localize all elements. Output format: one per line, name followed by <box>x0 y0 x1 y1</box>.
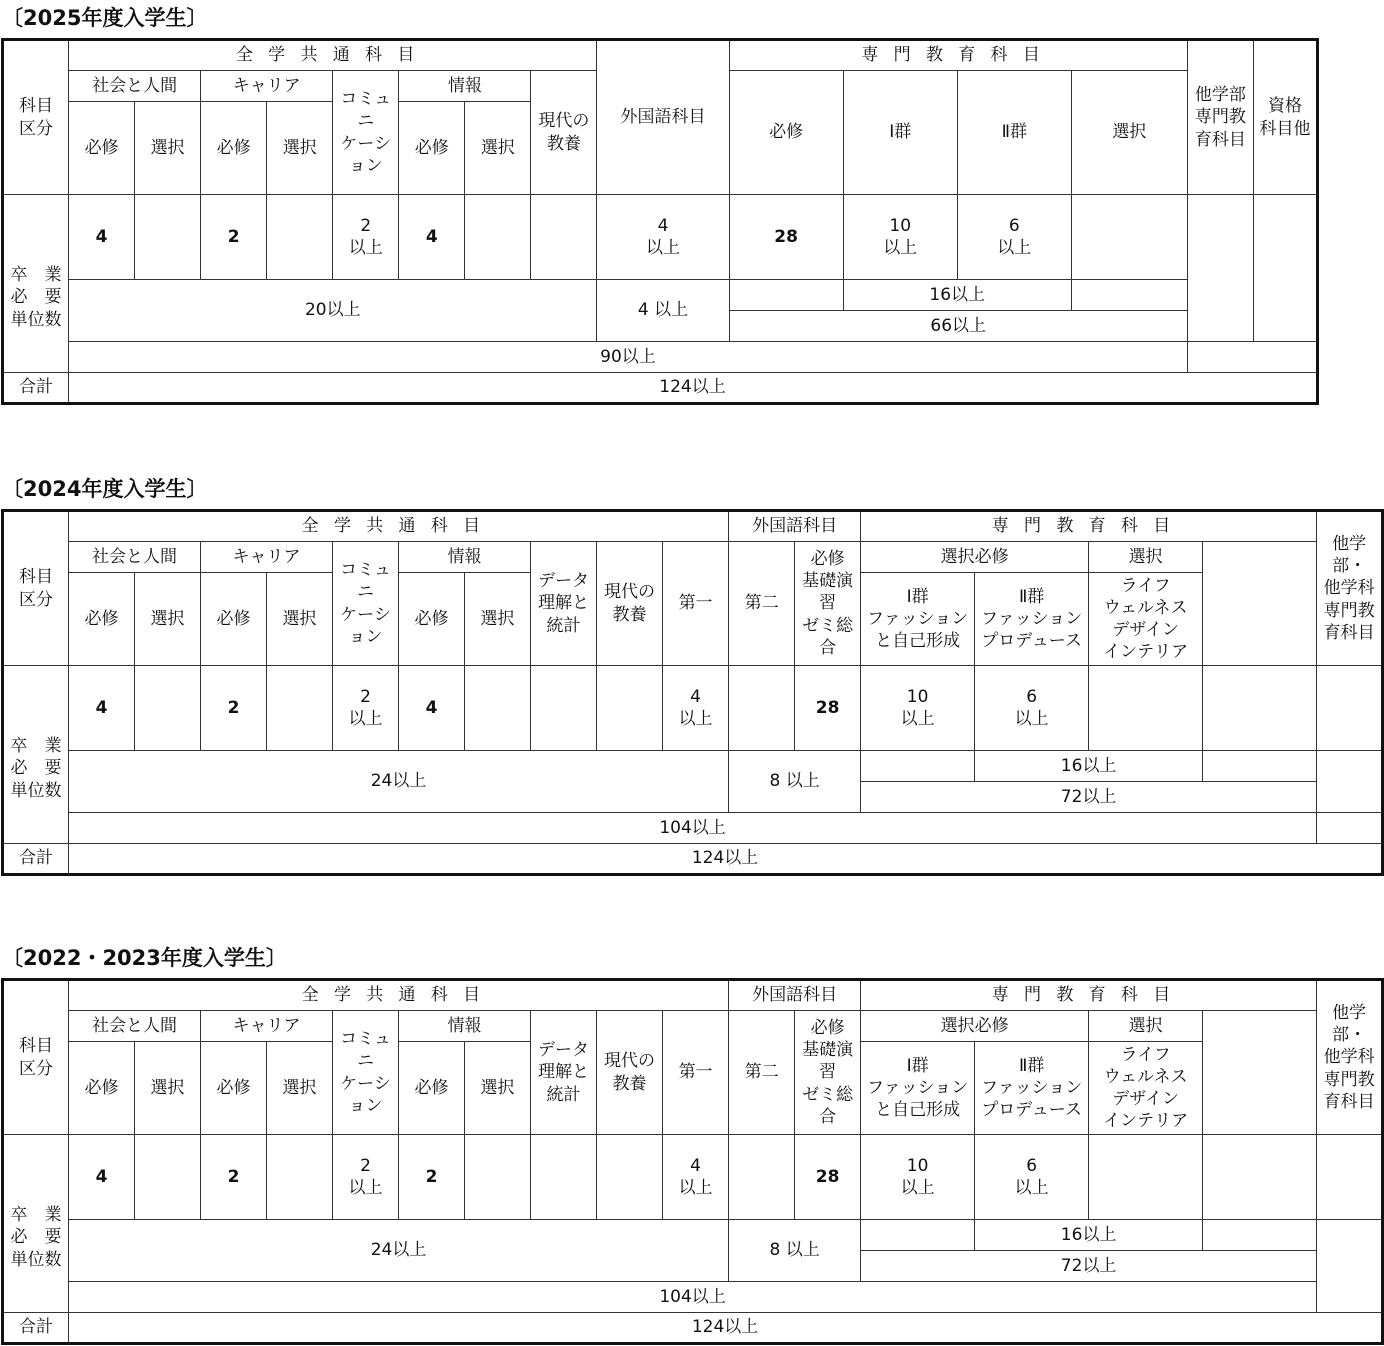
header-sentaku-hisshu: 選択必修 <box>861 1011 1089 1042</box>
header-group1: Ⅰ群 ファッション と自己形成 <box>861 573 975 666</box>
header-joho-sentaku: 選択 <box>465 102 531 195</box>
value-empty <box>729 1135 795 1220</box>
header-career-sentaku: 選択 <box>267 1042 333 1135</box>
total-value: 124以上 <box>69 373 1318 404</box>
header-shakai-hisshu: 必修 <box>69 102 135 195</box>
subtotal-common: 20以上 <box>69 280 597 342</box>
subtotal-groups: 16以上 <box>975 1220 1203 1251</box>
value-empty <box>135 666 201 751</box>
value-empty <box>729 666 795 751</box>
section-title-2024: 〔2024年度入学生〕 <box>2 477 208 501</box>
header-shakai-sentaku: 選択 <box>135 1042 201 1135</box>
value-empty <box>1089 666 1203 751</box>
header-joho: 情報 <box>399 71 531 102</box>
subtotal-all: 90以上 <box>69 342 1188 373</box>
value-daiichi: 4 以上 <box>663 1135 729 1220</box>
subtotal-gap-left <box>729 280 843 311</box>
subtotal-groups: 16以上 <box>975 751 1203 782</box>
header-career-hisshu: 必修 <box>201 573 267 666</box>
value-empty <box>267 666 333 751</box>
header-group1: Ⅰ群 ファッション と自己形成 <box>861 1042 975 1135</box>
value-group1: 10 以上 <box>861 1135 975 1220</box>
value-foreign: 4 以上 <box>597 195 729 280</box>
value-daiichi: 4 以上 <box>663 666 729 751</box>
total-label: 合計 <box>3 844 69 875</box>
value-communication: 2 以上 <box>333 666 399 751</box>
value-empty <box>465 195 531 280</box>
value-empty <box>1089 1135 1203 1220</box>
header-career: キャリア <box>201 71 333 102</box>
header-foreign-language: 外国語科目 <box>729 511 861 542</box>
subtotal-senmon: 72以上 <box>861 1251 1317 1282</box>
section-title-2025: 〔2025年度入学生〕 <box>2 6 208 30</box>
value-group2: 6 以上 <box>957 195 1071 280</box>
header-group1: Ⅰ群 <box>843 71 957 195</box>
total-label: 合計 <box>3 1313 69 1344</box>
header-group2: Ⅱ群 ファッション プロデュース <box>975 573 1089 666</box>
header-communication: コミュニ ケーション <box>333 542 399 666</box>
header-career: キャリア <box>201 542 333 573</box>
value-career-hisshu: 2 <box>201 666 267 751</box>
value-other-faculty <box>1203 1135 1317 1220</box>
header-sentaku-hisshu: 選択必修 <box>861 542 1089 573</box>
header-data: データ 理解と 統計 <box>531 1011 597 1135</box>
header-common-subjects: 全学共通科目 <box>69 40 597 71</box>
header-group2: Ⅱ群 <box>957 71 1071 195</box>
header-joho-sentaku: 選択 <box>465 1042 531 1135</box>
header-common-subjects: 全学共通科目 <box>69 980 729 1011</box>
header-communication: コミュニ ケーション <box>333 71 399 195</box>
header-daini: 第二 <box>729 542 795 666</box>
header-senmon-sentaku: 選択 <box>1089 542 1203 573</box>
header-joho: 情報 <box>399 1011 531 1042</box>
header-shakai: 社会と人間 <box>69 542 201 573</box>
total-value: 124以上 <box>69 844 1383 875</box>
header-joho: 情報 <box>399 542 531 573</box>
subtotal-gap-right <box>1203 1220 1317 1251</box>
value-empty <box>531 195 597 280</box>
header-senmon-hisshu: 必修 <box>729 71 843 195</box>
header-gendai: 現代の 教養 <box>531 71 597 195</box>
value-other-faculty-sub <box>1317 1220 1383 1313</box>
value-senmon-hisshu: 28 <box>729 195 843 280</box>
value-other-faculty-sub <box>1317 751 1383 813</box>
header-shakai: 社会と人間 <box>69 71 201 102</box>
value-hisshu-zemi: 28 <box>795 1135 861 1220</box>
row-label-sotsugyo: 卒 業 必 要 単位数 <box>3 666 69 844</box>
value-empty <box>531 1135 597 1220</box>
section-title-2022-2023: 〔2022・2023年度入学生〕 <box>2 946 287 970</box>
subtotal-senmon: 66以上 <box>729 311 1187 342</box>
header-lifewellness: ライフ ウェルネス デザイン インテリア <box>1089 1042 1203 1135</box>
header-shakai-sentaku: 選択 <box>135 573 201 666</box>
value-empty <box>597 666 663 751</box>
subtotal-all: 104以上 <box>69 1282 1317 1313</box>
value-empty <box>597 1135 663 1220</box>
header-specialized-subjects: 専門教育科目 <box>861 511 1317 542</box>
value-empty <box>531 666 597 751</box>
value-communication: 2 以上 <box>333 195 399 280</box>
value-empty <box>465 666 531 751</box>
header-data: データ 理解と 統計 <box>531 542 597 666</box>
header-kamoku-kubun: 科目 区分 <box>3 980 69 1135</box>
value-empty <box>135 1135 201 1220</box>
header-joho-sentaku: 選択 <box>465 573 531 666</box>
value-joho-hisshu: 2 <box>399 1135 465 1220</box>
header-daiichi: 第一 <box>663 542 729 666</box>
subtotal-gap-left <box>861 751 975 782</box>
value-joho-hisshu: 4 <box>399 666 465 751</box>
header-gendai: 現代の 教養 <box>597 1011 663 1135</box>
subtotal-all: 104以上 <box>69 813 1317 844</box>
value-other-faculty <box>1187 195 1253 342</box>
row-label-sotsugyo: 卒 業 必 要 単位数 <box>3 195 69 373</box>
header-specialized-subjects: 専門教育科目 <box>729 40 1187 71</box>
header-other-faculty: 他学部・ 他学科 専門教 育科目 <box>1317 511 1383 666</box>
value-other-faculty <box>1203 666 1317 751</box>
header-foreign-language: 外国語科目 <box>729 980 861 1011</box>
header-shakai-sentaku: 選択 <box>135 102 201 195</box>
header-other-faculty: 他学部・ 他学科 専門教 育科目 <box>1317 980 1383 1135</box>
value-shakai-hisshu: 4 <box>69 1135 135 1220</box>
value-group1: 10 以上 <box>843 195 957 280</box>
header-gendai: 現代の 教養 <box>597 542 663 666</box>
header-career-hisshu: 必修 <box>201 102 267 195</box>
header-senmon-sentaku: 選択 <box>1071 71 1187 195</box>
value-shakai-hisshu: 4 <box>69 195 135 280</box>
header-foreign-language: 外国語科目 <box>597 40 729 195</box>
header-lifewellness: ライフ ウェルネス デザイン インテリア <box>1089 573 1203 666</box>
header-joho-hisshu: 必修 <box>399 1042 465 1135</box>
value-empty <box>135 195 201 280</box>
value-group2: 6 以上 <box>975 666 1089 751</box>
value-career-hisshu: 2 <box>201 195 267 280</box>
header-career: キャリア <box>201 1011 333 1042</box>
header-qualification: 資格 科目他 <box>1253 40 1317 195</box>
value-communication: 2 以上 <box>333 1135 399 1220</box>
header-hisshu-zemi: 必修 基礎演習 ゼミ総合 <box>795 1011 861 1135</box>
header-daini: 第二 <box>729 1011 795 1135</box>
header-career-sentaku: 選択 <box>267 102 333 195</box>
value-other-faculty-all <box>1317 813 1383 844</box>
value-qualification <box>1253 195 1317 342</box>
header-kamoku-kubun: 科目 区分 <box>3 40 69 195</box>
value-joho-hisshu: 4 <box>399 195 465 280</box>
subtotal-common: 24以上 <box>69 751 729 813</box>
requirements-table-2022-2023 <box>1 978 1384 1345</box>
header-hisshu-zemi: 必修 基礎演習 ゼミ総合 <box>795 542 861 666</box>
header-communication: コミュニ ケーション <box>333 1011 399 1135</box>
value-empty <box>267 195 333 280</box>
header-joho-hisshu: 必修 <box>399 573 465 666</box>
value-empty <box>465 1135 531 1220</box>
header-career-sentaku: 選択 <box>267 573 333 666</box>
subtotal-foreign: 8 以上 <box>729 751 861 813</box>
header-senmon-sentaku: 選択 <box>1089 1011 1203 1042</box>
subtotal-gap-right <box>1071 280 1187 311</box>
value-shakai-hisshu: 4 <box>69 666 135 751</box>
subtotal-groups: 16以上 <box>843 280 1071 311</box>
value-group2: 6 以上 <box>975 1135 1089 1220</box>
header-group2: Ⅱ群 ファッション プロデュース <box>975 1042 1089 1135</box>
subtotal-gap-left <box>861 1220 975 1251</box>
requirements-table-2025 <box>1 38 1319 405</box>
subtotal-foreign: 8 以上 <box>729 1220 861 1282</box>
subtotal-foreign: 4 以上 <box>597 280 729 342</box>
value-hisshu-zemi: 28 <box>795 666 861 751</box>
header-career-hisshu: 必修 <box>201 1042 267 1135</box>
row-label-sotsugyo: 卒 業 必 要 単位数 <box>3 1135 69 1313</box>
header-shakai-hisshu: 必修 <box>69 1042 135 1135</box>
value-empty <box>267 1135 333 1220</box>
total-value: 124以上 <box>69 1313 1383 1344</box>
header-common-subjects: 全学共通科目 <box>69 511 729 542</box>
header-joho-hisshu: 必修 <box>399 102 465 195</box>
requirements-table-2024 <box>1 509 1384 876</box>
subtotal-common: 24以上 <box>69 1220 729 1282</box>
subtotal-senmon: 72以上 <box>861 782 1317 813</box>
value-empty <box>1071 195 1187 280</box>
header-other-faculty: 他学部 専門教 育科目 <box>1187 40 1253 195</box>
header-specialized-subjects: 専門教育科目 <box>861 980 1317 1011</box>
subtotal-gap-right <box>1203 751 1317 782</box>
value-group1: 10 以上 <box>861 666 975 751</box>
value-career-hisshu: 2 <box>201 1135 267 1220</box>
header-daiichi: 第一 <box>663 1011 729 1135</box>
header-shakai: 社会と人間 <box>69 1011 201 1042</box>
header-kamoku-kubun: 科目 区分 <box>3 511 69 666</box>
header-shakai-hisshu: 必修 <box>69 573 135 666</box>
total-label: 合計 <box>3 373 69 404</box>
